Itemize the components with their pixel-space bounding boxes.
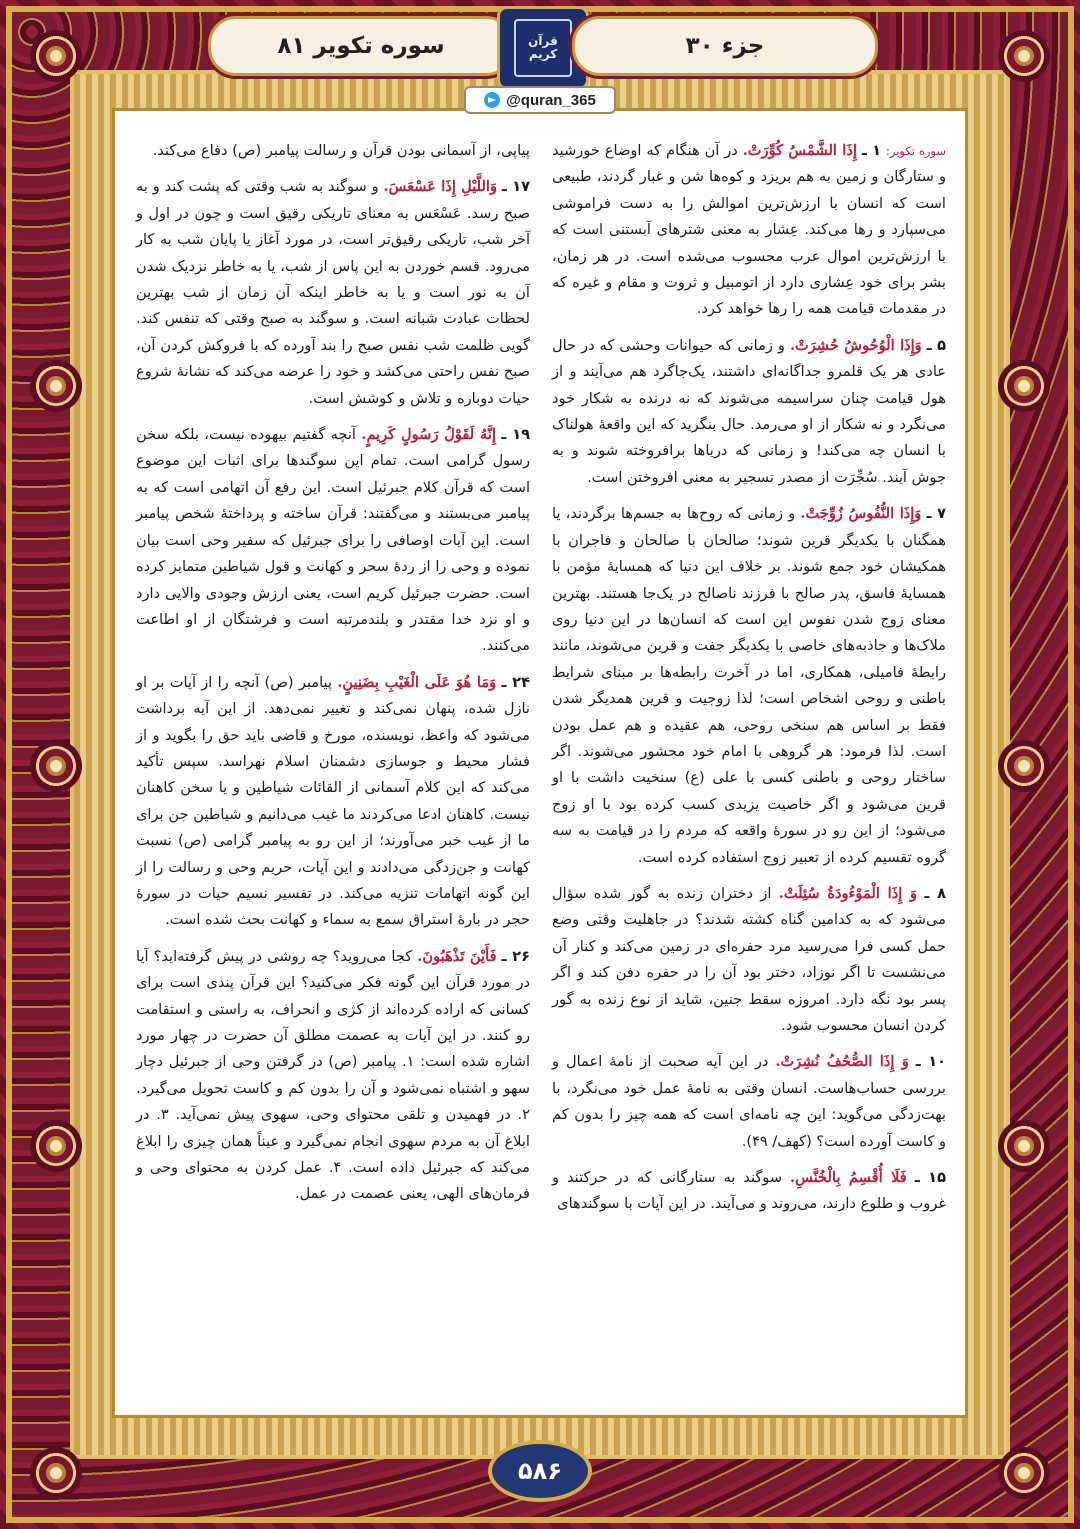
commentary-text: و سوگند به شب وقتی که پشت کند و به صبح رسد. عَسْعَس به معنای تاریکی رقیق است و چون در اول و آخر شب، تاریکی رقیق‌تر است، در مورد آغاز یا پایان شب به کار می‌رود. قسم خوردن به این پاس از شب، یا به خاطر نزدیک شدن آن به نور است و یا به خاطر اینکه آن زمان از شب بهترین لحظات عبادت شبانه است. و سوگند به صبح وقتی که تنفس کند. گویی ظلمت شب نفس صبح را بند آورده که با فروکش کردن آن، صبح نفس راحتی می‌کشد و خود را عرضه می‌کند که نشانهٔ شروع حیات دوباره و تلاش و کوشش است. bbox=[136, 178, 530, 407]
medallion-ornament bbox=[30, 360, 82, 412]
medallion-ornament bbox=[30, 1120, 82, 1172]
verse-number: ۱ ـ bbox=[861, 142, 882, 159]
medallion-ornament bbox=[998, 740, 1050, 792]
verse-arabic: وَإِذَا النُّفُوسُ زُوِّجَتْ. bbox=[800, 505, 922, 523]
medallion-ornament bbox=[998, 30, 1050, 82]
verse-number: ۵ ـ bbox=[926, 336, 947, 354]
commentary-paragraph bbox=[136, 422, 530, 660]
verse-arabic: وَ إِذَا الْمَوْءُودَةُ سُئِلَتْ. bbox=[778, 884, 918, 902]
medallion-ornament bbox=[998, 360, 1050, 412]
telegram-icon bbox=[484, 92, 500, 108]
logo-emblem: قرآن کریم bbox=[514, 19, 572, 77]
medallion-ornament bbox=[998, 1120, 1050, 1172]
verse-arabic: وَ إِذَا الصُّحُفُ نُشِرَتْ. bbox=[775, 1053, 909, 1071]
medallion-ornament bbox=[998, 1447, 1050, 1499]
commentary-paragraph bbox=[552, 138, 946, 323]
commentary-paragraph bbox=[136, 174, 530, 412]
channel-handle: @quran_365 bbox=[506, 91, 596, 109]
commentary-paragraph bbox=[552, 1165, 946, 1218]
juz-label: جزء ۳۰ bbox=[685, 33, 765, 59]
commentary-text: پیاپی، از آسمانی بودن قرآن و رسالت پیامبر (ص) دفاع می‌کند. bbox=[152, 142, 530, 159]
verse-arabic: وَإِذَا الْوُحُوشُ حُشِرَتْ. bbox=[789, 336, 922, 354]
verse-number: ۱۷ ـ bbox=[501, 178, 531, 196]
commentary-paragraph bbox=[552, 1049, 946, 1155]
surah-tag: سوره تکویر: bbox=[886, 144, 946, 158]
verse-arabic: وَمَا هُوَ عَلَى الْغَيْبِ بِضَنِينٍ. bbox=[337, 673, 497, 691]
verse-arabic: إِذَا الشَّمْسُ كُوِّرَتْ. bbox=[742, 142, 857, 159]
juz-cartouche bbox=[572, 16, 878, 76]
commentary-text: سوگند به ستارگانی که در حرکتند و غروب و طلوع دارند، می‌روند و می‌آیند. در این آیات با سوگندهای bbox=[552, 1169, 946, 1213]
surah-title: سوره تکویر ۸۱ bbox=[277, 33, 445, 59]
commentary-paragraph bbox=[552, 501, 946, 871]
verse-number: ۲۶ ـ bbox=[501, 947, 530, 965]
channel-handle-badge[interactable] bbox=[464, 86, 616, 114]
verse-number: ۱۰ ـ bbox=[915, 1053, 947, 1071]
verse-number: ۱۹ ـ bbox=[501, 426, 531, 444]
verse-number: ۷ ـ bbox=[926, 505, 946, 523]
page-number-medallion bbox=[488, 1440, 592, 1502]
verse-arabic: إِنَّهُ لَقَوْلُ رَسُولٍ كَرِيمٍ. bbox=[361, 426, 496, 444]
verse-number: ۲۴ ـ bbox=[501, 673, 530, 691]
verse-arabic: وَاللَّيْلِ إِذَا عَسْعَسَ. bbox=[383, 178, 498, 196]
commentary-text: و زمانی که روح‌ها به جسم‌ها برگردند، یا همگنان با یکدیگر قرین شوند؛ صالحان با صالحان و فاجران با همکیشان خود جمع شوند. بر خلاف این دنیا که همسایهٔ مؤمن با همسایهٔ فاسق، پدر صالح با فرزند ناصالح در یک‌جا هستند. بهترین معنای زوج شدن نفوس این است که انسان‌ها در این دنیا روی ملاک‌ها و جاذبه‌های خاصی با یکدیگر جفت و قرین می‌شوند، مانند رابطهٔ فامیلی، همکاری، اما در آخرت رابطه‌ها بر مبنای شرایط باطنی و روحی اشخاص است؛ لذا زوجیت و قرین همدیگر شدن فقط بر اساس هم سنخی روحی، هم عقیده و هم عمل بودن است. لذا فرمود: هر گروهی با امام خود محشور می‌شوند. اگر ساختار روحی و باطنی کسی با علی (ع) سنخیت داشت با او قرین می‌شود و اگر خاصیت یزیدی کسب کرده بود با او زوج می‌شود؛ از این رو در سورهٔ واقعه که مردم را در قیامت به سه گروه تقسیم کرده از تعبیر زوج استفاده کرده است. bbox=[552, 505, 946, 866]
commentary-paragraph bbox=[136, 670, 530, 934]
commentary-paragraph bbox=[552, 881, 946, 1039]
verse-arabic: فَلَا أُقْسِمُ بِالْخُنَّسِ. bbox=[790, 1169, 907, 1187]
commentary-text: و زمانی که حیوانات وحشی که در حال عادی هر یک قلمرو جداگانه‌ای داشتند، یک‌جاگرد هم می‌آیند و از هول قیامت چنان سراسیمه می‌شوند که نه درنده به شکار خود می‌نگرد و نه شکار از او می‌رمد. حال بنگرید که این واقعهٔ هولناک با انسان چه می‌کند! و زمانی که دریاها برافروخته شوند و به جوش آیند. سُجِّرَت از مصدر تسجیر به معنی افروختن است. bbox=[552, 336, 946, 486]
commentary-column-right bbox=[552, 138, 946, 1228]
verse-arabic: فَأَيْنَ تَذْهَبُونَ. bbox=[417, 947, 497, 965]
medallion-ornament bbox=[30, 1447, 82, 1499]
commentary-paragraph bbox=[552, 333, 946, 491]
page-number: ۵۸۶ bbox=[518, 1457, 562, 1485]
medallion-ornament bbox=[30, 740, 82, 792]
commentary-text: آنچه گفتیم بیهوده نیست، بلکه سخن رسول گرامی است. تمام این سوگندها برای اثبات این موضوع است که قرآن کلام جبرئیل است. این رفع آن اتهامی است که به پیامبر می‌بستند و می‌گفتند: قرآن ساخته و پرداختهٔ شخص پیامبر است. این آیات اوصافی را برای جبرئیل که سفیر وحی است بیان نموده و وحی را از ردهٔ سحر و کهانت و قول شیاطین متمایز کرده است. حضرت جبرئیل کریم است، یعنی ارزش وجودی والایی دارد و او نزد خدا مقتدر و بلندمرتبه است و فرشتگان از او اطاعت می‌کنند. bbox=[136, 426, 530, 655]
verse-number: ۱۵ ـ bbox=[914, 1169, 946, 1187]
commentary-column-left bbox=[136, 138, 530, 1218]
verse-number: ۸ ـ bbox=[924, 884, 947, 902]
commentary-text: پیامبر (ص) آنچه را از آیات بر او نازل شده، پنهان نمی‌کند و تغییر نمی‌دهد. از این آیه برداشت می‌شود که واعظ، نویسنده، مورخ و قاضی باید حق را بگوید و از فشار محیط و جوسازی دشمنان اسلام نهراسد. سپس تأکید می‌کند که این کلام آسمانی از القائات شیاطین و یا سخن کاهنان نیست. کاهنان ادعا می‌کردند ما غیب می‌دانیم و شیاطین جن برای ما از غیب خبر می‌آورند؛ از این رو به پیامبر گرامی (ص) نسبت کهانت و جن‌زدگی می‌دادند و این آیات، حریم وحی و رسالت را از این گونه اتهامات تنزیه می‌کند. در تفسیر نسیم حیات در سورهٔ حجر در بارهٔ استراق سمع به سماء و کهانت بحث شده است. bbox=[136, 673, 530, 929]
surah-title-cartouche bbox=[208, 16, 514, 76]
commentary-text: از دختران زنده به گور شده سؤال می‌شود که به کدامین گناه کشته شدند؟ در جاهلیت وقتی وضع حمل کسی فرا می‌رسید مرد حفره‌ای در زمین می‌کند و کنار آن می‌نشست تا اگر نوزاد، دختر بود آن را در حفره دفن کند و اگر پسر بود نگه دارد. امروزه سقط جنین، شاید از نوع زنده به گور کردن انسان محسوب شود. bbox=[552, 884, 946, 1034]
commentary-text: در این آیه صحبت از نامهٔ اعمال و بررسی حساب‌هاست. انسان وقتی به نامهٔ عمل خود می‌نگرد، با بهت‌زدگی می‌گوید: این چه نامه‌ای است که همه چیز را بدون کم و کاست آورده است؟ (کهف/ ۴۹). bbox=[552, 1053, 946, 1150]
medallion-ornament bbox=[30, 30, 82, 82]
commentary-text: در آن هنگام که اوضاع خورشید و ستارگان و زمین به هم بریزد و کوه‌ها شن و غبار گردند، طبیعی است که انسان با ارزش‌ترین اموالش را به دست فراموشی می‌سپارد و رها می‌کند. عِشار به معنی شترهای آبستنی است که با ارزش‌ترین اموال عرب محسوب می‌شده است. در هر زمان، بشر برای خود عِشاری دارد از اتومبیل و ثروت و مقام و غیره که در مقدمات قیامت همه را رها خواهد کرد. bbox=[552, 142, 946, 318]
commentary-text: کجا می‌روید؟ چه روشی در پیش گرفته‌اید؟ آیا در مورد قرآن این گونه فکر می‌کنید؟ این قرآن پندی است برای کسانی که اراده کرده‌اند از کژی و انحراف، به راستی و استقامت رو کنند. در این آیات به عصمت مطلق آن حضرت در چهار مورد اشاره شده است: ۱. پیامبر (ص) در گرفتن وحی از جبرئیل دچار سهو و اشتباه نمی‌شود و آن را بدون کم و کاست تحویل می‌گیرد. ۲. در فهمیدن و تلقی محتوای وحی، سهوی پیش نمی‌آید. ۳. در ابلاغ آن به مردم سهوی انجام نمی‌گیرد و عیناً همان چیزی را ابلاغ می‌کند که جبرئیل داده است. ۴. عمل کردن به محتوای وحی و فرمان‌های الهی، یعنی عصمت در عمل. bbox=[136, 947, 530, 1203]
commentary-paragraph bbox=[136, 138, 530, 164]
commentary-paragraph bbox=[136, 944, 530, 1208]
